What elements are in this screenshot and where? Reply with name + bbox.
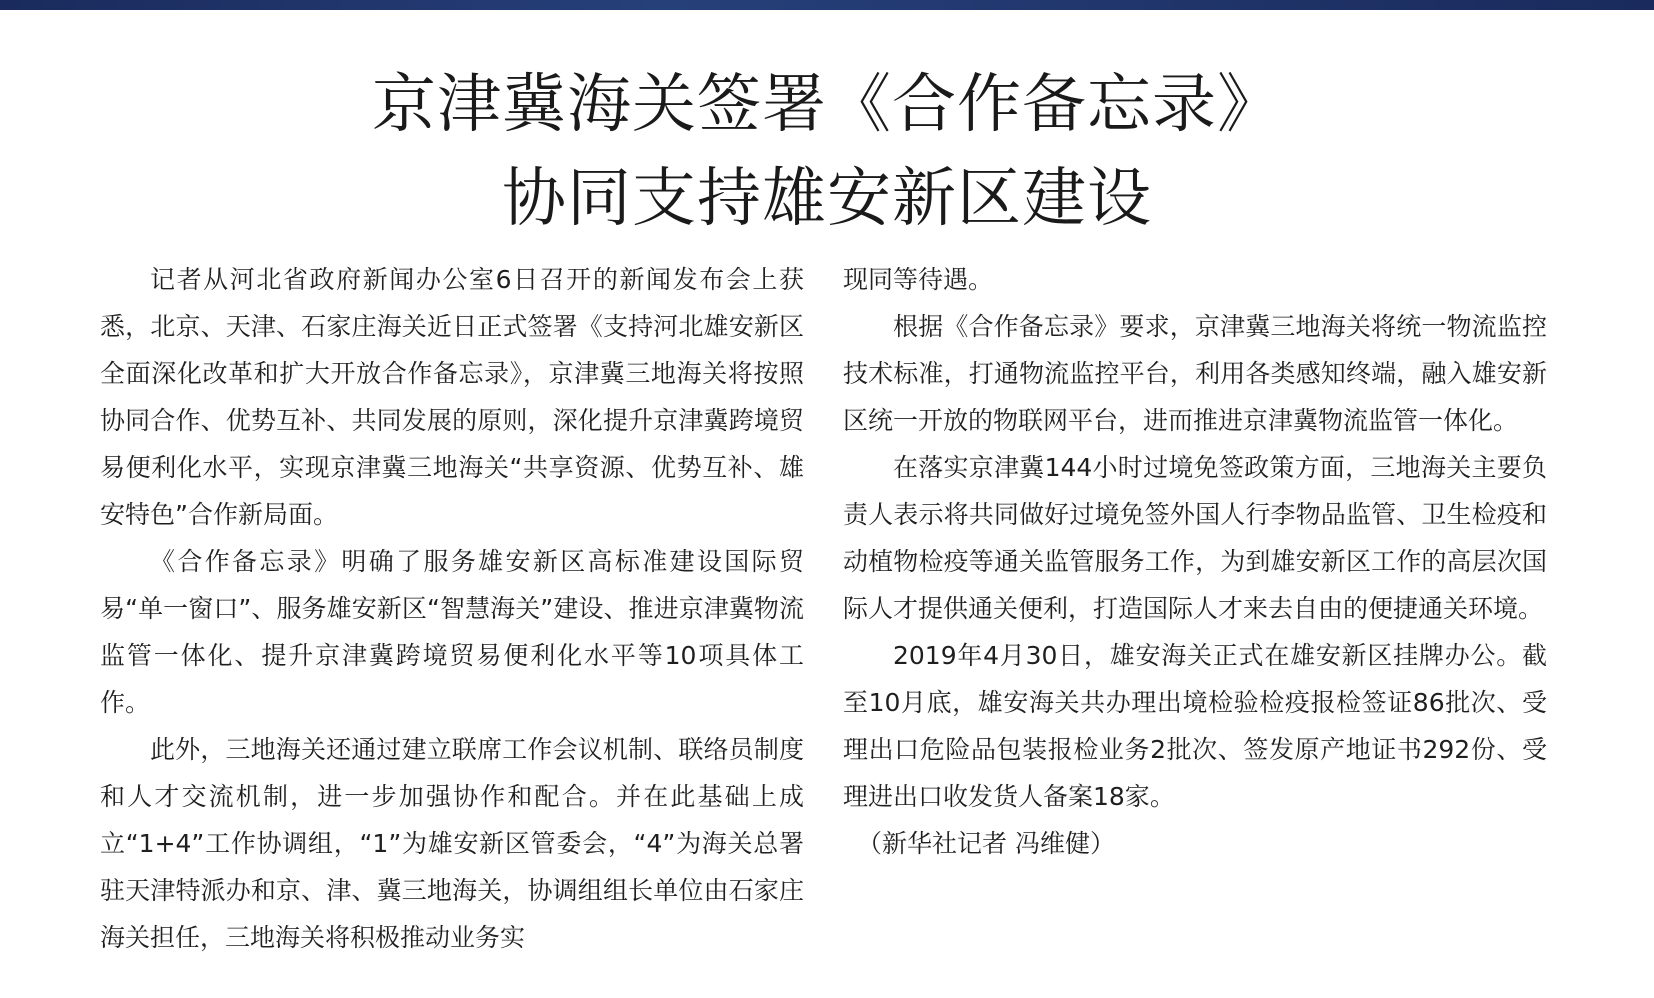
article-headline bbox=[0, 58, 1654, 246]
paragraph-5: 在落实京津冀144小时过境免签政策方面，三地海关主要负责人表示将共同做好过境免签外国人行李物品监管、卫生检疫和动植物检疫等通关监管服务工作，为到雄安新区工作的高层次国际人才提供通关便利，打造国际人才来去自由的便捷通关环境。 bbox=[843, 453, 1547, 623]
paragraph-4: 根据《合作备忘录》要求，京津冀三地海关将统一物流监控技术标准，打通物流监控平台，利用各类感知终端，融入雄安新区统一开放的物联网平台，进而推进京津冀物流监管一体化。 bbox=[843, 312, 1547, 435]
paragraph-3-continuation: 现同等待遇。 bbox=[843, 265, 994, 294]
paragraph-2: 《合作备忘录》明确了服务雄安新区高标准建设国际贸易“单一窗口”、服务雄安新区“智慧海关”建设、推进京津冀物流监管一体化、提升京津冀跨境贸易便利化水平等10项具体工作。 bbox=[100, 547, 804, 717]
right-column bbox=[843, 256, 1547, 867]
headline-line-2: 协同支持雄安新区建设 bbox=[502, 162, 1152, 236]
paragraph-1: 记者从河北省政府新闻办公室6日召开的新闻发布会上获悉，北京、天津、石家庄海关近日正式签署《支持河北雄安新区全面深化改革和扩大开放合作备忘录》，京津冀三地海关将按照协同合作、优势互补、共同发展的原则，深化提升京津冀跨境贸易便利化水平，实现京津冀三地海关“共享资源、优势互补、雄安特色”合作新局面。 bbox=[100, 265, 804, 529]
paragraph-3: 此外，三地海关还通过建立联席工作会议机制、联络员制度和人才交流机制，进一步加强协作和配合。并在此基础上成立“1+4”工作协调组，“1”为雄安新区管委会，“4”为海关总署驻天津特派办和京、津、冀三地海关，协调组组长单位由石家庄海关担任，三地海关将积极推动业务实 bbox=[100, 735, 804, 952]
top-accent-bar bbox=[0, 0, 1654, 10]
headline-line-1: 京津冀海关签署《合作备忘录》 bbox=[372, 68, 1282, 142]
byline: （新华社记者 冯维健） bbox=[857, 829, 1115, 858]
paragraph-6: 2019年4月30日，雄安海关正式在雄安新区挂牌办公。截至10月底，雄安海关共办理出境检验检疫报检签证86批次、受理出口危险品包装报检业务2批次、签发原产地证书292份、受理进出口收发货人备案18家。 bbox=[843, 641, 1547, 811]
left-column bbox=[100, 256, 804, 961]
